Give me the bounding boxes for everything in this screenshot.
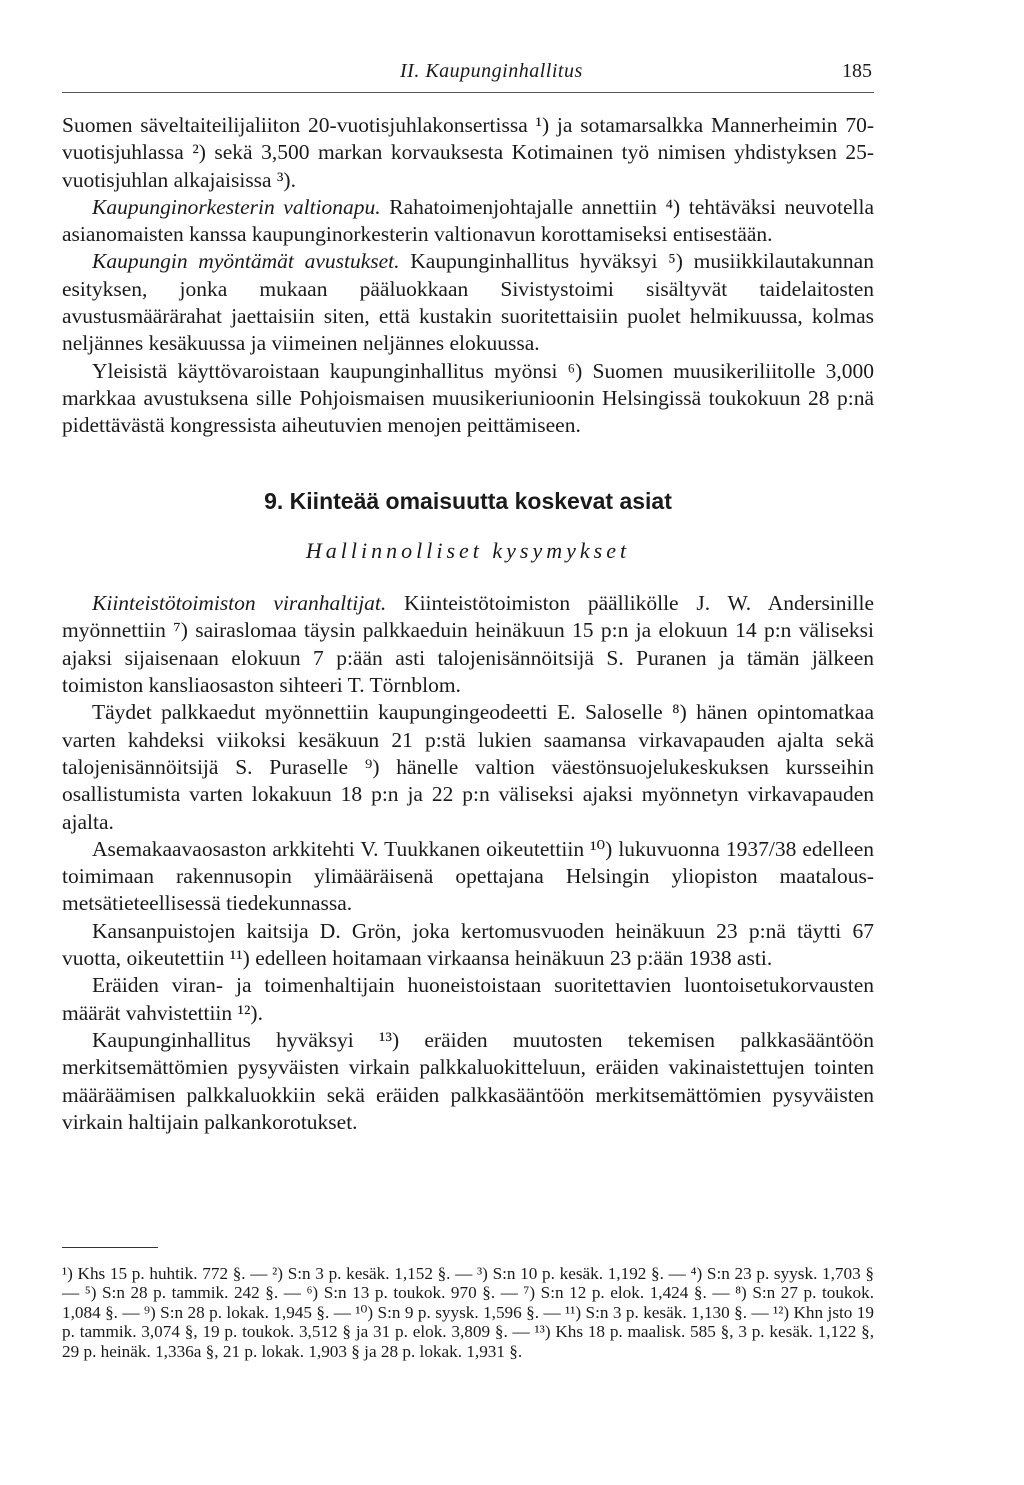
paragraph-2-text: Rahatoimenjohtajalle annettiin ⁴) tehtäväksi neuvotella asianomaisten kanssa kaupunginorkesterin valtionavun korottamiseksi entisestään. xyxy=(62,194,875,247)
page-header xyxy=(62,60,874,93)
paragraph-2-title: Kaupunginorkesterin valtionapu. xyxy=(92,194,381,219)
running-title: II. Kaupunginhallitus xyxy=(400,60,583,82)
paragraph-8: Kansanpuistojen kaitsija D. Grön, joka kertomusvuoden heinäkuun 23 p:nä täytti 67 vuotta, oikeutettiin ¹¹) edelleen hoitamaan virkaansa heinäkuun 23 p:ään 1938 asti. xyxy=(62,918,874,971)
subheading: Hallinnolliset kysymykset xyxy=(305,537,631,563)
paragraph-1: Suomen säveltaiteilijaliiton 20-vuotisjuhlakonsertissa ¹) ja sotamarsalkka Mannerheimin 70-vuotisjuhlassa ²) sekä 3,500 markan korvauksesta Kotimainen työ nimisen yhdistyksen 25-vuotisjuhlan alkajaisissa ³). xyxy=(62,113,874,192)
paragraph-9: Eräiden viran- ja toimenhaltijain huoneistoistaan suoritettavien luontoisetukorvausten määrät vahvistettiin ¹²). xyxy=(62,973,874,1025)
footnote-divider xyxy=(62,1247,158,1248)
paragraph-4: Yleisistä käyttövaroistaan kaupunginhallitus myönsi ⁶) Suomen muusikeriliitolle 3,000 markkaa avustuksena sille Pohjoismaisen muusikeriunioonin Helsingissä toukokuun 28 p:nä pidettävästä kongressista aiheutuvien menojen peittämiseen. xyxy=(62,358,874,438)
paragraph-6: Täydet palkkaedut myönnettiin kaupungingeodeetti E. Saloselle ⁸) hänen opintomatkaa varten kahdeksi viikoksi kesäkuun 21 p:stä lukien saamansa virkavapauden ajalta sekä talojenisännöitsijä S. Puraselle ⁹) hänelle valtion väestönsuojelukeskuksen kursseihin osallistumista varten lokakuun 18 p:n ja 22 p:n väliseksi ajaksi myönnetyn virkavapauden ajalta. xyxy=(62,700,874,834)
paragraph-2 xyxy=(62,194,874,249)
paragraph-3-text: Kaupunginhallitus hyväksyi ⁵) musiikkilautakunnan esityksen, jonka mukaan pääluokkaan Sivistystoimi sisältyvät taidelaitosten avustusmäärärahat jaettaisiin siten, että kustakin suoritettaisiin puolet helmikuussa, kolmas neljännes kesäkuussa ja viimeinen neljännes elokuussa. xyxy=(62,249,874,356)
paragraph-5-title: Kiinteistötoimiston viranhaltijat. xyxy=(92,591,387,616)
footnotes xyxy=(62,1264,874,1361)
section-heading: 9. Kiinteää omaisuutta koskevat asiat xyxy=(264,487,672,514)
page-number: 185 xyxy=(842,60,872,82)
paragraph-5 xyxy=(62,590,874,699)
body-text xyxy=(62,112,874,1136)
paragraph-3 xyxy=(62,248,874,357)
footnote-text: ¹) Khs 15 p. huhtik. 772 §. — ²) S:n 3 p. kesäk. 1,152 §. — ³) S:n 10 p. kesäk. 1,192 §. — ⁴) S:n 23 p. syysk. 1,703 § — ⁵) S:n 28 p. tammik. 242 §. — ⁶) S:n 13 p. toukok. 970 §. — ⁷) S:n 12 p. elok. 1,424 §. — ⁸) S:n 27 p. toukok. 1,084 §. — ⁹) S:n 28 p. lokak. 1,945 §. — ¹⁰) S:n 9 p. syysk. 1,596 §. — ¹¹) S:n 3 p. kesäk. 1,130 §. — ¹²) Khn jsto 19 p. tammik. 3,074 §, 19 p. toukok. 3,512 § ja 31 p. elok. 3,809 §. — ¹³) Khs 18 p. maalisk. 585 §, 3 p. kesäk. 1,122 §, 29 p. heinäk. 1,336a §, 21 p. lokak. 1,903 § ja 28 p. lokak. 1,931 §. xyxy=(62,1264,874,1361)
paragraph-10: Kaupunginhallitus hyväksyi ¹³) eräiden muutosten tekemisen palkkasääntöön merkitsemättömien pysyväisten virkain palkkaluokitteluun, eräiden vakinaistettujen tointen määräämisen palkkaluokkiin sekä eräiden palkkasääntöön merkitsemättömien pysyväisten virkain haltijain palkankorotukset. xyxy=(62,1027,874,1134)
paragraph-5-text: Kiinteistötoimiston päällikölle J. W. Andersinille myönnettiin ⁷) sairaslomaa täysin palkkaeduin heinäkuun 15 p:n ja elokuun 14 p:n väliseksi ajaksi sijaisenaan elokuun 7 p:ään asti talojenisännöitsijä S. Puranen ja tämän jälkeen toimiston kansliaosaston sihteeri T. Törnblom. xyxy=(62,591,874,698)
paragraph-3-title: Kaupungin myöntämät avustukset. xyxy=(92,249,400,274)
paragraph-7: Asemakaavaosaston arkkitehti V. Tuukkanen oikeutettiin ¹⁰) lukuvuonna 1937/38 edelleen toimimaan rakennusopin ylimääräisenä opettajana Helsingin yliopiston maatalous-metsätieteellisessä tiedekunnassa. xyxy=(62,836,874,916)
